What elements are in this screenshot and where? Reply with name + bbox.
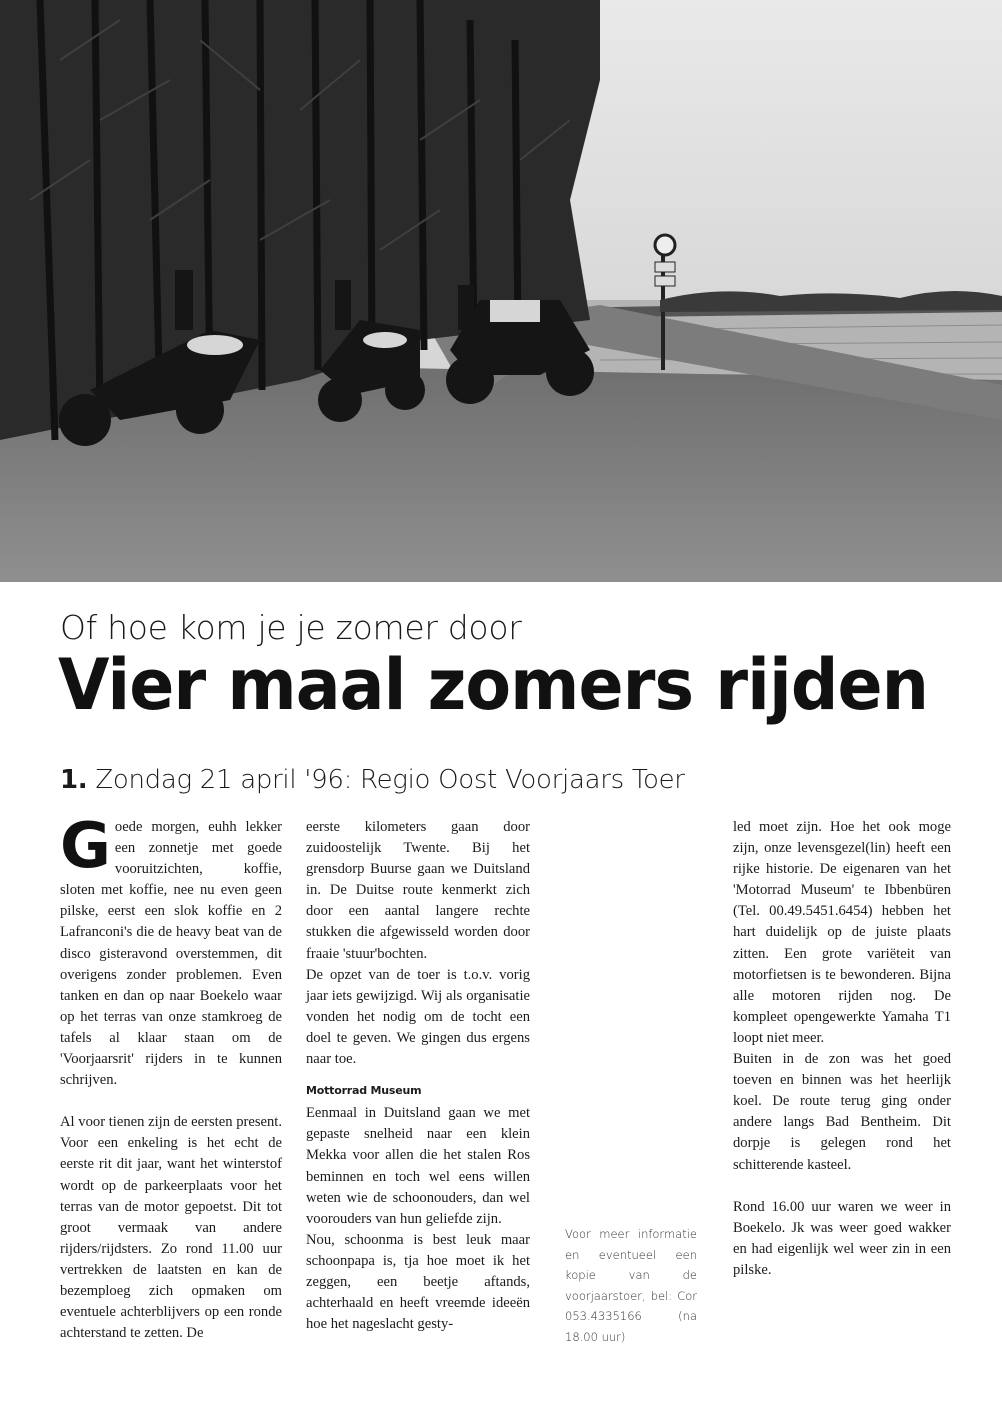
paragraph: Al voor tienen zijn de eersten present. Voor een enkeling is het echt de eerste rit dit jaar, want het winterstof wordt op de parkeerplaats voor het terras van de motor gepoetst. Dit tot groot vermaak van andere rijders/rijdsters. Zo rond 11.00 uur vertrekken de laatsten en kan de bezemploeg zich opmaken om eventuele achterblijvers op een ronde achterstand te zetten. De (60, 1114, 282, 1342)
subheading: Mottorrad Museum (306, 1084, 422, 1098)
paragraph: led moet zijn. Hoe het ook moge zijn, onze levensgezel(lin) heeft een rijke historie. De eigenaren van het 'Motorrad Museum' te Ibbenbüren (Tel. 00.49.5451.6454) hebben het hart duidelijk op de juiste plaats zitten. Een grote variëteit van motorfietsen is te bewonderen. Bijna alle motoren rijden nog. De kompleet opengewerkte Yamaha T1 loopt niet meer. (733, 819, 951, 1046)
article-kicker: Of hoe kom je je zomer door (60, 608, 522, 647)
paragraph: Nou, schoonma is best leuk maar schoonpapa is, tja hoe moet ik het zeggen, een beetje aftands, achterhaald en heeft vreemde ideeën hoe het nageslacht gesty- (306, 1231, 530, 1333)
article-column-1 (60, 809, 282, 1344)
section-heading (60, 765, 685, 795)
header-photo (0, 0, 1002, 582)
article-column-3 (733, 817, 951, 1281)
paragraph: oede morgen, euhh lekker een zonnetje met goede vooruitzichten, koffie, sloten met koffie, nee nu even geen pilske, eerst een slok koffie en 2 Lafranconi's die de heavy beat van de disco gisteravond overstemmen, dit overigens zonder problemen. Even tanken en dan op naar Boekelo waar op het terras van onze stamkroeg de tafels al klaar staan om de 'Voorjaarsrit' rijders in te kunnen schrijven. (60, 819, 282, 1089)
road-motorcycles-photo-icon (0, 0, 1002, 582)
paragraph: Rond 16.00 uur waren we weer in Boekelo. Jk was weer goed wakker en had eigenlijk wel weer zin in een pilske. (733, 1198, 951, 1278)
info-sidebar-note: Voor meer informatie en eventueel een kopie van de voorjaarstoer, bel: Cor 053.4335166 (na 18.00 uur) (565, 1227, 697, 1344)
article-headline: Vier maal zomers rijden (58, 644, 929, 726)
section-title-text: Zondag 21 april '96: Regio Oost Voorjaars Toer (95, 765, 685, 795)
drop-cap: G (60, 809, 111, 882)
article-column-2 (306, 817, 530, 1335)
paragraph: De opzet van de toer is t.o.v. vorig jaar iets gewijzigd. Wij als organisatie vonden het nodig om de tocht een doel te geven. We gingen dus ergens naar toe. (306, 966, 530, 1068)
paragraph: Eenmaal in Duitsland gaan we met gepaste snelheid naar een klein Mekka voor allen die het stalen Ros beminnen en toch wel eens willen weten wie de schoonouders, dan wel voorouders van hun geliefde zijn. (306, 1105, 530, 1227)
paragraph: Buiten in de zon was het goed toeven en binnen was het heerlijk koel. De route terug ging onder andere langs Bad Bentheim. Dit dorpje is gelegen rond het schitterende kasteel. (733, 1051, 951, 1173)
section-number: 1. (60, 765, 88, 795)
paragraph: eerste kilometers gaan door zuidoostelijk Twente. Bij het grensdorp Buurse gaan we Duitsland in. De Duitse route kenmerkt zich door een aantal langere rechte stukken die afgewisseld worden door fraaie 'stuur'bochten. (306, 819, 530, 962)
